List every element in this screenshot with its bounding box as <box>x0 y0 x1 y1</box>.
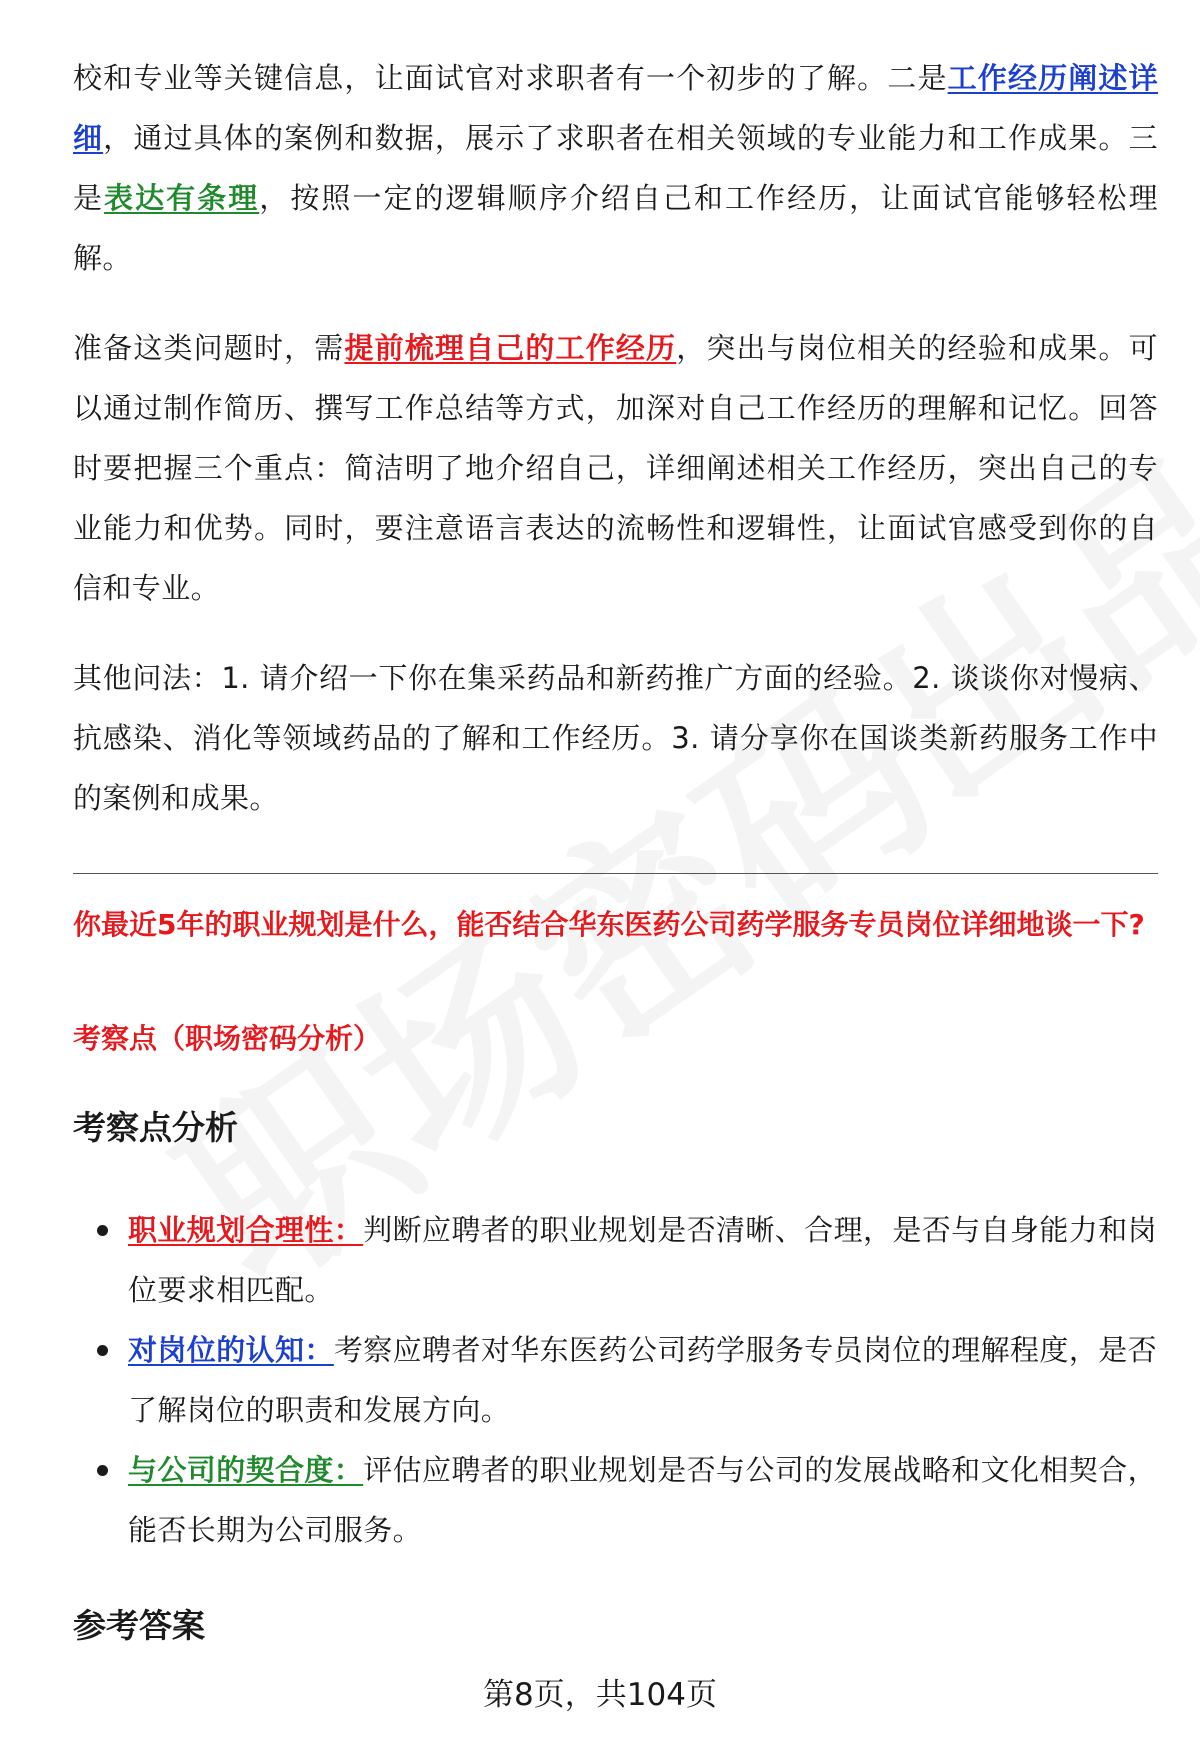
paragraph-text: ，突出与岗位相关的经验和成果。可以通过制作简历、撰写工作总结等方式，加深对自己工作经历的理解和记忆。回答时要把握三个重点：简洁明了地介绍自己，详细阐述相关工作经历，突出自己的专业能力和优势。同时，要注意语言表达的流畅性和逻辑性，让面试官感受到你的自信和专业。 <box>73 331 1158 605</box>
point-label: 对岗位的认知： <box>128 1333 334 1367</box>
point-label: 与公司的契合度： <box>128 1453 364 1487</box>
bullet-icon <box>97 1345 108 1356</box>
paragraph-text: 校和专业等关键信息，让面试官对求职者有一个初步的了解。二是 <box>73 61 948 95</box>
paragraph-other-questions: 其他问法：1. 请介绍一下你在集采药品和新药推广方面的经验。2. 谈谈你对慢病、抗感染、消化等领域药品的了解和工作经历。3. 请分享你在国谈类新药服务工作中的案例和成果。 <box>73 661 1158 815</box>
analysis-heading: 考察点分析 <box>73 1108 238 1147</box>
paragraph-text: 准备这类问题时，需 <box>73 331 345 365</box>
analysis-list <box>73 1200 1158 1560</box>
bullet-icon <box>97 1465 108 1476</box>
page-number: 第8页，共104页 <box>483 1677 717 1713</box>
bullet-icon <box>97 1225 108 1236</box>
point-label: 职业规划合理性： <box>128 1213 364 1247</box>
list-item <box>73 1440 1158 1560</box>
highlight-sort-experience: 提前梳理自己的工作经历 <box>344 331 677 365</box>
highlight-work-detail: 工作经历阐述详细 <box>73 61 1158 155</box>
point-text: 评估应聘者的职业规划是否与公司的发展战略和文化相契合，能否长期为公司服务。 <box>128 1453 1158 1547</box>
point-text: 考察应聘者对华东医药公司药学服务专员岗位的理解程度，是否了解岗位的职责和发展方向。 <box>128 1333 1158 1427</box>
paragraph-text: ，通过具体的案例和数据，展示了求职者在相关领域的专业能力和工作成果。三是 <box>73 121 1158 215</box>
assessment-point-label: 考察点（职场密码分析） <box>73 1022 382 1055</box>
paragraph-self-intro-summary <box>73 48 1158 288</box>
interview-question: 你最近5年的职业规划是什么，能否结合华东医药公司药学服务专员岗位详细地谈一下? <box>73 908 1145 941</box>
point-text: 判断应聘者的职业规划是否清晰、合理，是否与自身能力和岗位要求相匹配。 <box>128 1213 1158 1307</box>
list-item <box>73 1200 1158 1320</box>
reference-answer-heading: 参考答案 <box>73 1606 205 1645</box>
list-item <box>73 1320 1158 1440</box>
highlight-organized-expression: 表达有条理 <box>104 181 260 215</box>
paragraph-text: ，按照一定的逻辑顺序介绍自己和工作经历，让面试官能够轻松理解。 <box>73 181 1158 275</box>
content-area <box>73 48 1158 828</box>
section-divider <box>73 873 1158 874</box>
paragraph-preparation <box>73 318 1158 618</box>
